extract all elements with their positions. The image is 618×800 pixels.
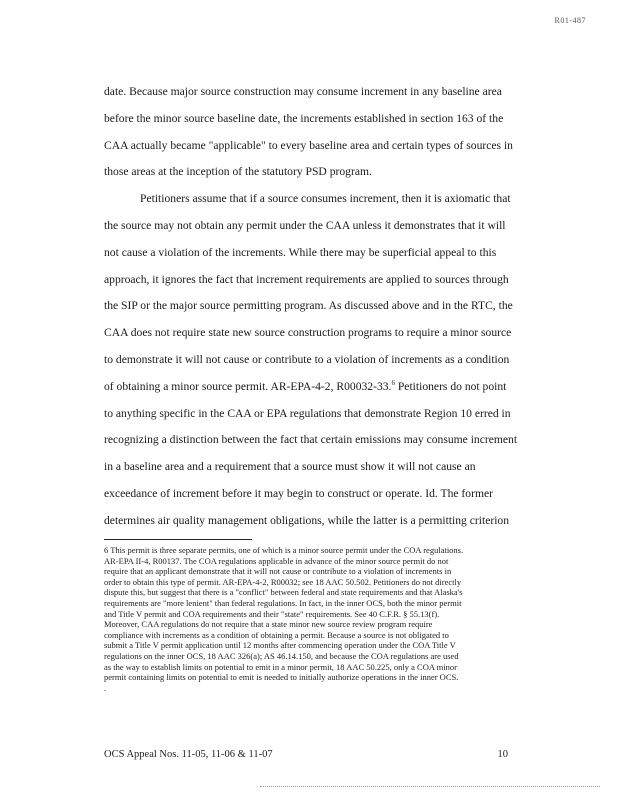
body-line: those areas at the inception of the statutory PSD program. (104, 165, 372, 179)
body-line: exceedance of increment before it may begin to construct or operate. Id. The former (104, 486, 493, 500)
body-line-text: of obtaining a minor source permit. AR-EPA-4-2, R00032-33. (104, 379, 392, 393)
scan-artifact-divider (260, 786, 600, 787)
body-line: in a baseline area and a requirement that a source must show it will not cause an (104, 460, 476, 474)
body-line: CAA actually became "applicable" to every baseline area and certain types of sources in (104, 138, 513, 152)
footnote-line: permit containing limits on potential to emit is needed to initially authorize operations in the inner OCS. (104, 672, 459, 683)
footnote-line: AR-EPA II-4, R00137. The COA regulations applicable in advance of the minor source permit do not (104, 555, 449, 566)
body-line-tail: Petitioners do not point (394, 379, 507, 393)
footnote (104, 545, 518, 693)
body-line: not cause a violation of the increments. While there may be superficial appeal to this (104, 245, 497, 259)
body-line: Petitioners assume that if a source consumes increment, then it is axiomatic that (140, 192, 511, 206)
body-line: recognizing a distinction between the fact that certain emissions may consume increment (104, 433, 518, 447)
body-text (104, 79, 518, 535)
footnote-line: and Title V permit and COA requirements and their "state" requirements. See 40 C.F.R. § 55.13(f). (104, 608, 440, 619)
footnote-marker: 6 (391, 378, 395, 387)
footnote-line: regulations on the inner OCS, 18 AAC 326(a); AS 46.14.150, and because the COA regulations are used (104, 650, 459, 661)
footnote-line: requirements are "more lenient" than federal regulations. In fact, in the inner OCS, both the minor permit (104, 597, 462, 608)
document-id: R01-487 (554, 16, 586, 25)
body-line: determines air quality management obligations, while the latter is a permitting criterion (104, 513, 510, 527)
footnote-line: dispute this, but suggest that there is a "conflict" between federal and state requirements and that Alaska's (104, 587, 463, 598)
footnote-line: Moreover, CAA regulations do not require that a state minor new source review program require (104, 619, 433, 630)
body-line: before the minor source baseline date, the increments established in section 163 of the (104, 111, 504, 125)
footer-citation: OCS Appeal Nos. 11-05, 11-06 & 11-07 (104, 749, 273, 760)
footnote-line: 6 This permit is three separate permits, one of which is a minor source permit under the COA regulations. (104, 545, 464, 555)
footnote-line: submit a Title V permit application until 12 months after commencing operation under the COA Title V (104, 640, 456, 651)
footnote-line: order to obtain this type of permit. AR-EPA-4-2, R00032; see 18 AAC 50.502. Petitioners do not directly (104, 576, 462, 587)
footnote-line: compliance with increments as a condition of obtaining a permit. Because a source is not obligated to (104, 629, 449, 640)
page-number: 10 (497, 749, 508, 760)
body-line: the SIP or the major source permitting program. As discussed above and in the RTC, the (104, 299, 513, 313)
footnote-trailing-mark: . (104, 682, 107, 693)
body-line: to anything specific in the CAA or EPA regulations that demonstrate Region 10 erred in (104, 406, 511, 420)
body-line: CAA does not require state new source construction programs to require a minor source (104, 326, 512, 340)
body-line: the source may not obtain any permit under the CAA unless it demonstrates that it will (104, 218, 506, 232)
body-line: date. Because major source construction may consume increment in any baseline area (104, 85, 502, 98)
footnote-line: require that an applicant demonstrate that it will not cause or contribute to a violation of increments in (104, 566, 452, 577)
body-line: approach, it ignores the fact that increment requirements are applied to sources through (104, 272, 509, 286)
body-line: to demonstrate it will not cause or contribute to a violation of increments as a condition (104, 352, 510, 366)
footnote-divider (104, 539, 252, 540)
body-line-with-footnote (104, 374, 518, 401)
footnote-line: as the way to establish limits on potential to emit in a minor permit, 18 AAC 50.225, only a COA minor (104, 661, 457, 672)
